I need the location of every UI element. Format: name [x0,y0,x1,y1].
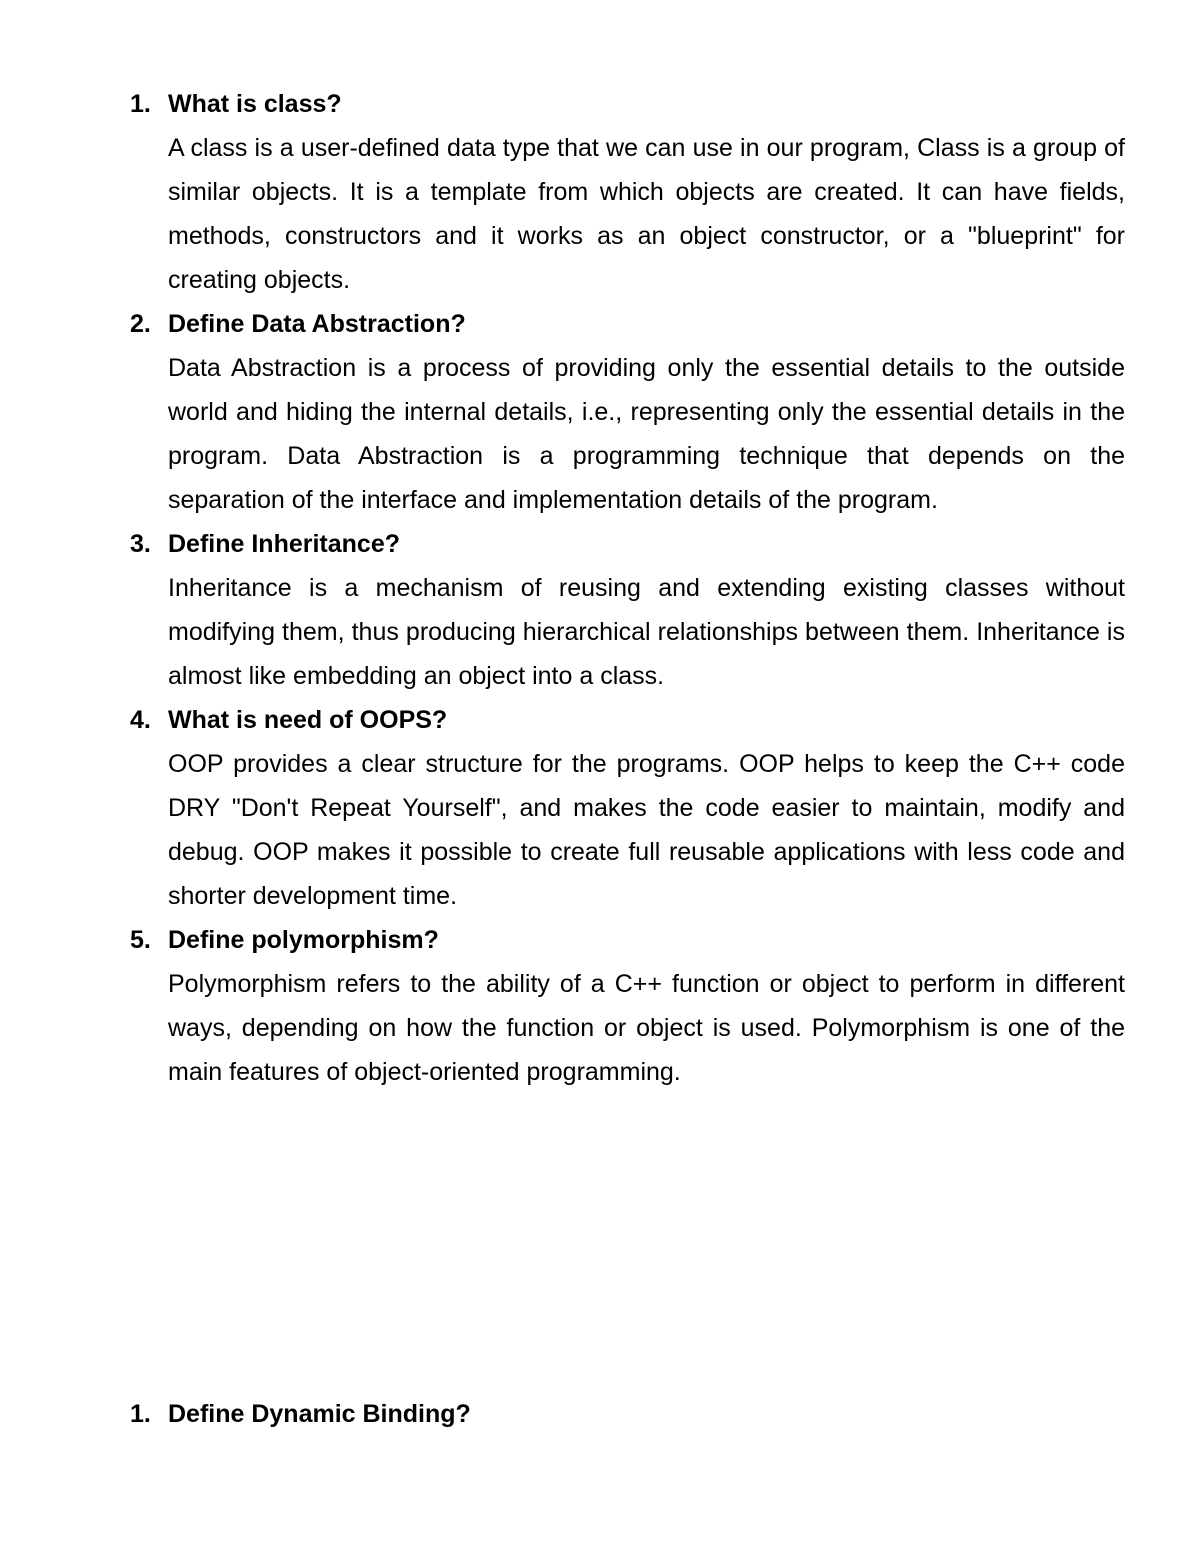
question-heading: Define Inheritance? [168,530,400,558]
question-number: 1. [130,1400,151,1428]
question-heading: What is need of OOPS? [168,706,448,734]
question-heading: Define Data Abstraction? [168,310,466,338]
question-list [130,82,1125,1094]
question-heading: What is class? [168,90,342,118]
answer-text: A class is a user-defined data type that we can use in our program, Class is a group of similar objects. It is a template from which objects are created. It can have fields, methods, constructors and it works as an object constructor, or a "blueprint" for creating objects. [168,134,1125,294]
question-list-2 [130,1392,1125,1436]
question-number: 3. [130,530,151,558]
question-number: 4. [130,706,151,734]
answer-text: Inheritance is a mechanism of reusing and extending existing classes without modifying them, thus producing hierarchical relationships between them. Inheritance is almost like embedding an object into a class. [168,574,1125,690]
list-item [130,522,1125,698]
answer-text: Polymorphism refers to the ability of a C++ function or object to perform in different ways, depending on how the function or object is used. Polymorphism is one of the main features of object-oriented programming. [168,970,1125,1086]
question-number: 2. [130,310,151,338]
list-item [130,918,1125,1094]
question-heading: Define polymorphism? [168,926,439,954]
list-item [130,1392,1125,1436]
answer-text: Data Abstraction is a process of providing only the essential details to the outside world and hiding the internal details, i.e., representing only the essential details in the program. Data Abstraction is a programming technique that depends on the separation of the interface and implementation details of the program. [168,354,1125,514]
question-number: 5. [130,926,151,954]
list-item [130,82,1125,302]
answer-text: OOP provides a clear structure for the programs. OOP helps to keep the C++ code DRY "Don't Repeat Yourself", and makes the code easier to maintain, modify and debug. OOP makes it possible to create full reusable applications with less code and shorter development time. [168,750,1125,910]
question-heading: Define Dynamic Binding? [168,1400,471,1428]
list-item [130,698,1125,918]
list-item [130,302,1125,522]
question-number: 1. [130,90,151,118]
